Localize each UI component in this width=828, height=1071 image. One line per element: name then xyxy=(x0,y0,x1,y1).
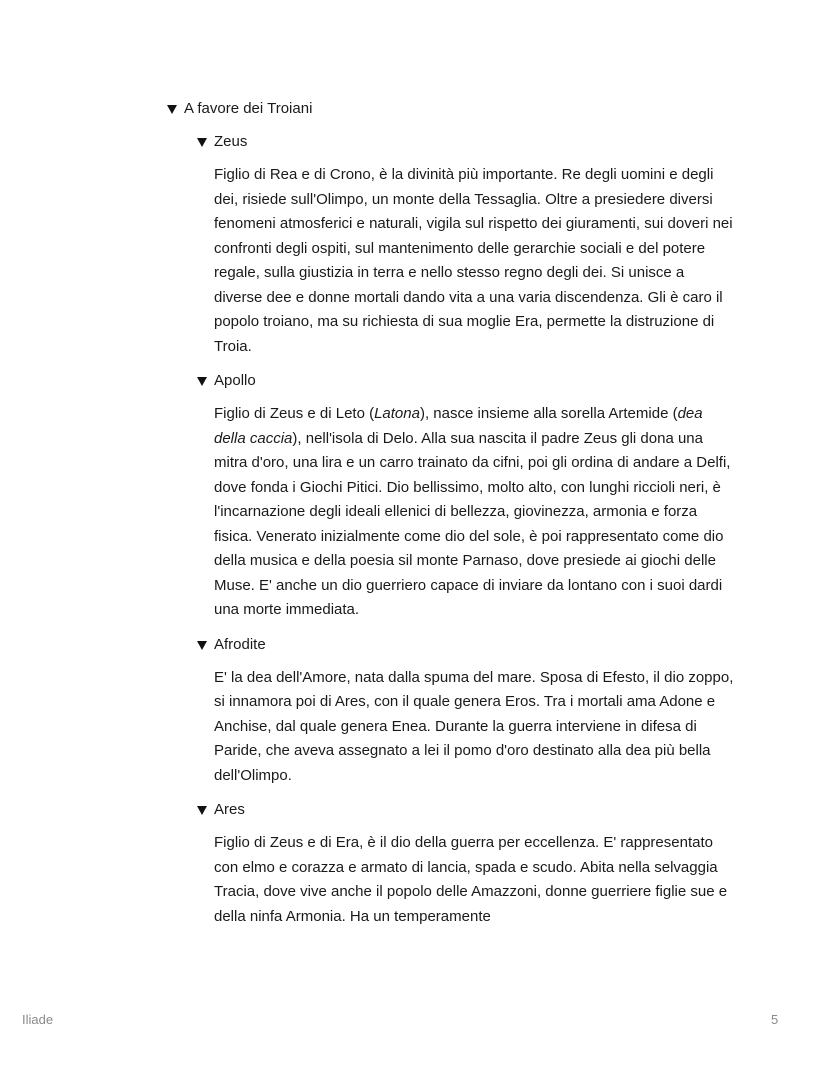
italic-text: dea della caccia xyxy=(214,405,703,447)
text-run: Figlio di Zeus e di Era, è il dio della guerra per eccellenza. E' rappresentato con elmo e corazza e armato di lancia, spada e scudo. Abita nella selvaggia Tracia, dove vive anche il popolo delle Amazzoni, donne guerriere figlie sue e della ninfa Armonia. Ha un temperamente xyxy=(214,834,728,925)
section-body xyxy=(214,666,734,789)
text-run: ), nell'isola di Delo. Alla sua nascita il padre Zeus gli dona una mitra d'oro, una lira e un carro trainato da cifni, poi gli ordina di andare a Delfi, dove fonda i Giochi Pitici. Dio bellissimo, molto alto, con lunghi riccioli neri, è l'incarnazione degli ideali ellenici di bellezza, giovinezza, armonia e forza fisica. Venerato inizialmente come dio del sole, è poi rappresentato come dio della musica e della poesia sil monte Parnaso, dove presiede ai giochi delle Muse. E' anche un dio guerriero capace di inviare da lontano con i suoi dardi una morte immediata. xyxy=(214,429,731,618)
paragraph xyxy=(214,163,734,359)
section-afrodite xyxy=(197,634,747,789)
paragraph xyxy=(214,402,734,623)
text-run: Figlio di Rea e di Crono, è la divinità più importante. Re degli uomini e degli dei, risiede sull'Olimpo, un monte della Tessaglia. Oltre a presiedere diversi fenomeni atmosferici e naturali, vigila sul rispetto dei giuramenti, sui doveri nei confronti degli ospiti, sul mantenimento delle gerarchie sociali e del potere regale, sulla giustizia in terra e nello stesso regno degli dei. Si unisce a diverse dee e donne mortali dando vita a una varia discendenza. Gli è caro il popolo troiano, ma su richiesta di sua moglie Era, permette la distruzione di Troia. xyxy=(214,166,733,355)
toggle-afrodite[interactable] xyxy=(197,634,747,656)
triangle-down-icon[interactable] xyxy=(197,641,207,650)
section-title: Afrodite xyxy=(214,635,266,653)
text-run: E' la dea dell'Amore, nata dalla spuma del mare. Sposa di Efesto, il dio zoppo, si innamora poi di Ares, con il quale genera Eros. Tra i mortali ama Adone e Anchise, dal quale genera Enea. Durante la guerra interviene in difesa di Paride, che aveva assegnato a lei il pomo d'oro destinato alla dea più bella dell'Olimpo. xyxy=(214,668,734,784)
section-title: Zeus xyxy=(214,133,248,150)
toggle-apollo[interactable] xyxy=(197,370,747,392)
triangle-down-icon[interactable] xyxy=(197,138,207,147)
paragraph xyxy=(214,666,734,789)
section-zeus xyxy=(197,131,747,359)
toggle-title: A favore dei Troiani xyxy=(184,100,313,117)
footer-doc-title: Iliade xyxy=(22,1012,54,1027)
paragraph xyxy=(214,831,734,929)
section-body xyxy=(214,402,734,623)
outline xyxy=(167,98,747,940)
section-body xyxy=(214,163,734,359)
section-body xyxy=(214,831,734,929)
text-run: ), nasce insieme alla sorella Artemide ( xyxy=(419,405,678,422)
toggle-a-favore-dei-troiani[interactable] xyxy=(167,98,747,120)
triangle-down-icon[interactable] xyxy=(197,377,207,386)
section-list xyxy=(197,131,747,929)
toggle-zeus[interactable] xyxy=(197,131,747,153)
italic-text: Latona xyxy=(374,405,420,422)
triangle-down-icon[interactable] xyxy=(167,105,177,114)
section-apollo xyxy=(197,370,747,623)
section-ares xyxy=(197,799,747,929)
footer-page-number: 5 xyxy=(771,1012,779,1027)
toggle-ares[interactable] xyxy=(197,799,747,821)
section-title: Apollo xyxy=(214,372,256,389)
section-title: Ares xyxy=(214,801,245,818)
text-run: Figlio di Zeus e di Leto ( xyxy=(214,405,375,422)
triangle-down-icon[interactable] xyxy=(197,806,207,815)
